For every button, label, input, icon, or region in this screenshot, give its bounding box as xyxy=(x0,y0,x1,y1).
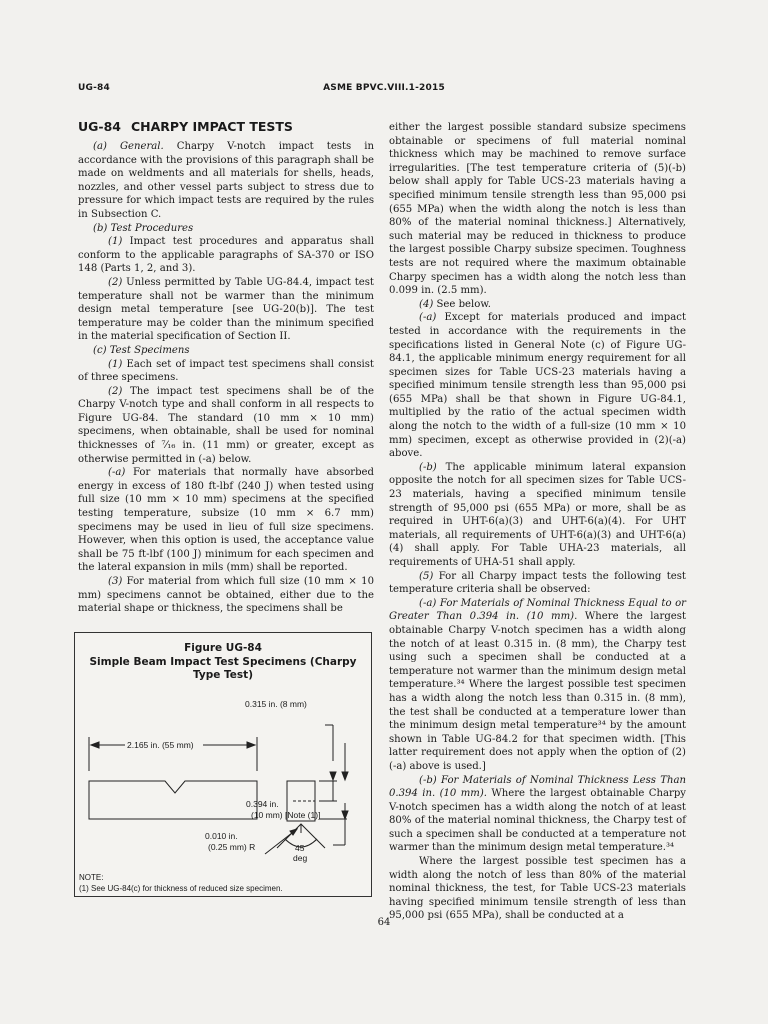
paragraph-text: Unless permitted by Table UG-84.4, impact test temperature shall not be warmer than the minimum design metal temperature [see UG-20(b)]. The test temperature may be colder than the minimum specified in the material specification of Section II. xyxy=(78,276,374,343)
paragraph-label: (1) xyxy=(108,236,123,248)
paragraph-text: For materials that normally have absorbed energy in excess of 180 ft-lbf (240 J) when tested using full size (10 mm × 10 mm) specimens at the specified testing temperature, subsize (10 mm × 6.7 mm) specimens may be used in lieu of full size specimens. However, when this option is used, the acceptance value shall be 75 ft-lbf (100 J) minimum for each specimen and the lateral expansion in mils (mm) shall be reported. xyxy=(78,467,374,574)
figure-title-line1: Figure UG-84 xyxy=(184,642,262,654)
figure-title-line3: Type Test) xyxy=(192,669,253,681)
dim-width-label: 0.315 in. (8 mm) xyxy=(245,699,307,709)
dim-height-label-1: 0.394 in. xyxy=(246,799,279,809)
right-column xyxy=(389,121,686,923)
section-heading xyxy=(78,120,374,134)
figure-ug-84 xyxy=(74,632,372,897)
paragraph-text: The applicable minimum lateral expansion opposite the notch for all specimen sizes for Table UCS-23 materials, having a specified minimum tensile strength of 95,000 psi (655 MPa) or more, shall be as required in UHT-6(a)(3) and UHT-6(a)(4). For UHT materials, all requirements of UHT-6(a)(3) and UHT-6(a)(4) shall apply. For Table UHA-23 materials, all requirements of UHA-51 shall apply. xyxy=(389,461,686,568)
paragraph-label: (1) xyxy=(108,358,123,370)
paragraph xyxy=(78,358,374,385)
paragraph xyxy=(78,344,374,358)
paragraph-text: See below. xyxy=(433,298,491,310)
paragraph xyxy=(78,385,374,467)
paragraph xyxy=(389,311,686,461)
paragraph-label: (b) Test Procedures xyxy=(93,222,194,234)
paragraph-label: (c) Test Specimens xyxy=(93,344,190,356)
paragraph xyxy=(389,774,686,856)
paragraph-label: (-a) xyxy=(108,467,126,479)
paragraph xyxy=(78,575,374,616)
right-paragraphs xyxy=(389,121,686,923)
figure-note-1: (1) See UG-84(c) for thickness of reduced size specimen. xyxy=(79,884,283,893)
paragraph xyxy=(389,597,686,774)
dim-length-label: 2.165 in. (55 mm) xyxy=(127,740,194,750)
paragraph-text: Charpy V-notch impact tests in accordance with the provisions of this paragraph shall be made on weldments and all materials for shells, heads, nozzles, and other vessel parts subject to stress due to pressure for which impact tests are required by the rules in Subsection C. xyxy=(78,141,374,220)
paragraph xyxy=(78,222,374,236)
paragraph-label: (3) xyxy=(108,576,123,587)
paragraph-label: (-a) For Materials of Nominal Thickness Equal to or Greater Than 0.394 in. (10 mm). xyxy=(389,597,686,623)
paragraph-text: Each set of impact test specimens shall consist of three specimens. xyxy=(78,358,374,384)
paragraph xyxy=(78,235,374,276)
paragraph-label: (2) xyxy=(108,276,123,288)
paragraph-label: (a) General. xyxy=(93,141,164,152)
paragraph xyxy=(389,570,686,597)
paragraph-text: Impact test procedures and apparatus shall conform to the applicable paragraphs of SA-370 or ISO 148 (Parts 1, 2, and 3). xyxy=(78,236,374,275)
paragraph-text: either the largest possible standard subsize specimens obtainable or specimens of full material nominal thickness which may be machined to remove surface irregularities. [The test temperature criteria of (5)(-b) below shall apply for Table UCS-23 materials having a specified minimum tensile strength less than 95,000 psi (655 MPa) when the width along the notch is less than 80% of the material nominal thickness.] Alternatively, such material may be reduced in thickness to produce the largest possible Charpy subsize specimen. Toughness tests are not required where the maximum obtainable Charpy specimen has a width along the notch less than 0.099 in. (2.5 mm). xyxy=(389,122,686,297)
figure-title-line2: Simple Beam Impact Test Specimens (Charpy xyxy=(89,655,357,668)
running-header-center: ASME BPVC.VIII.1-2015 xyxy=(323,83,445,93)
paragraph-text: Where the largest obtainable Charpy V-notch specimen has a width along the notch of at least 80% of the material nominal thickness, the Charpy test of such a specimen shall be conducted at a temperature not warmer than the minimum design metal temperature.³⁴ xyxy=(389,788,686,854)
paragraph-label: (-a) xyxy=(419,312,437,324)
paragraph-text: For material from which full size (10 mm × 10 mm) specimens cannot be obtained, either due to the material shape or thickness, the specimens shall be xyxy=(78,576,374,615)
dim-angle-label-2: deg xyxy=(293,853,308,863)
paragraph xyxy=(389,121,686,298)
left-paragraphs xyxy=(78,140,374,616)
specimen-bar xyxy=(89,781,257,819)
paragraph-label: (5) xyxy=(419,570,434,582)
paragraph-text: Where the largest obtainable Charpy V-notch specimen has a width along the notch of at least 0.315 in. (8 mm), the Charpy test using such a specimen shall be conducted at a temperature not warmer than the minimum design metal temperature.³⁴ Where the largest possible test specimen has a width along the notch less than 0.315 in. (8 mm), the test shall be conducted at a temperature lower than the minimum design metal temperature³⁴ by the amount shown in Table UG-84.2 for that specimen width. [This latter requirement does not apply when the option of (2)(-a) above is used.] xyxy=(389,611,687,772)
section-title: CHARPY IMPACT TESTS xyxy=(131,119,293,134)
dim-height-label-2: (10 mm) [Note (1)] xyxy=(251,810,321,820)
paragraph-label: (-b) For Materials of Nominal Thickness Less Than 0.394 in. (10 mm). xyxy=(389,774,686,800)
paragraph-text: Where the largest possible test specimen has a width along the notch of less than 80% of the material nominal thickness, the test, for Table UCS-23 materials having specified minimum tensile strength of less than 95,000 psi (655 MPa), shall be conducted at a xyxy=(389,856,686,922)
paragraph-label: (4) xyxy=(419,298,434,310)
figure-note-heading: NOTE: xyxy=(79,873,104,882)
paragraph-text: Except for materials produced and impact tested in accordance with the requirements in the specifications listed in General Note (c) of Figure UG-84.1, the applicable minimum energy requirement for all specimen sizes for Table UCS-23 materials having a specified minimum tensile strength less than 95,000 psi (655 MPa) shall be that shown in Figure UG-84.1, multiplied by the ratio of the actual specimen width along the notch to the width of a full-size (10 mm × 10 mm) specimen, except as otherwise provided in (2)(-a) above. xyxy=(389,312,686,460)
paragraph-label: (2) xyxy=(108,385,123,397)
specimen-drawing xyxy=(75,633,371,896)
running-header-left: UG-84 xyxy=(78,83,110,93)
left-column xyxy=(78,120,374,616)
paragraph xyxy=(78,276,374,344)
paragraph xyxy=(78,140,374,222)
paragraph-text: The impact test specimens shall be of the Charpy V-notch type and shall conform in all respects to Figure UG-84. The standard (10 mm × 10 mm) specimens, when obtainable, shall be used for nominal thicknesses of ⁷⁄₁₆ in. (11 mm) or greater, except as otherwise permitted in (-a) below. xyxy=(78,385,374,465)
dim-angle-label-1: 45 xyxy=(295,843,305,853)
paragraph-text: For all Charpy impact tests the following test temperature criteria shall be observed: xyxy=(389,570,686,596)
dim-radius-label-1: 0.010 in. xyxy=(205,831,238,841)
dim-radius-label-2: (0.25 mm) R xyxy=(208,842,256,852)
paragraph xyxy=(389,855,686,923)
paragraph xyxy=(389,461,686,570)
section-number: UG-84 xyxy=(78,119,121,134)
paragraph xyxy=(78,466,374,575)
page-number: 64 xyxy=(377,917,391,928)
paragraph-label: (-b) xyxy=(419,461,437,473)
paragraph xyxy=(389,298,686,312)
